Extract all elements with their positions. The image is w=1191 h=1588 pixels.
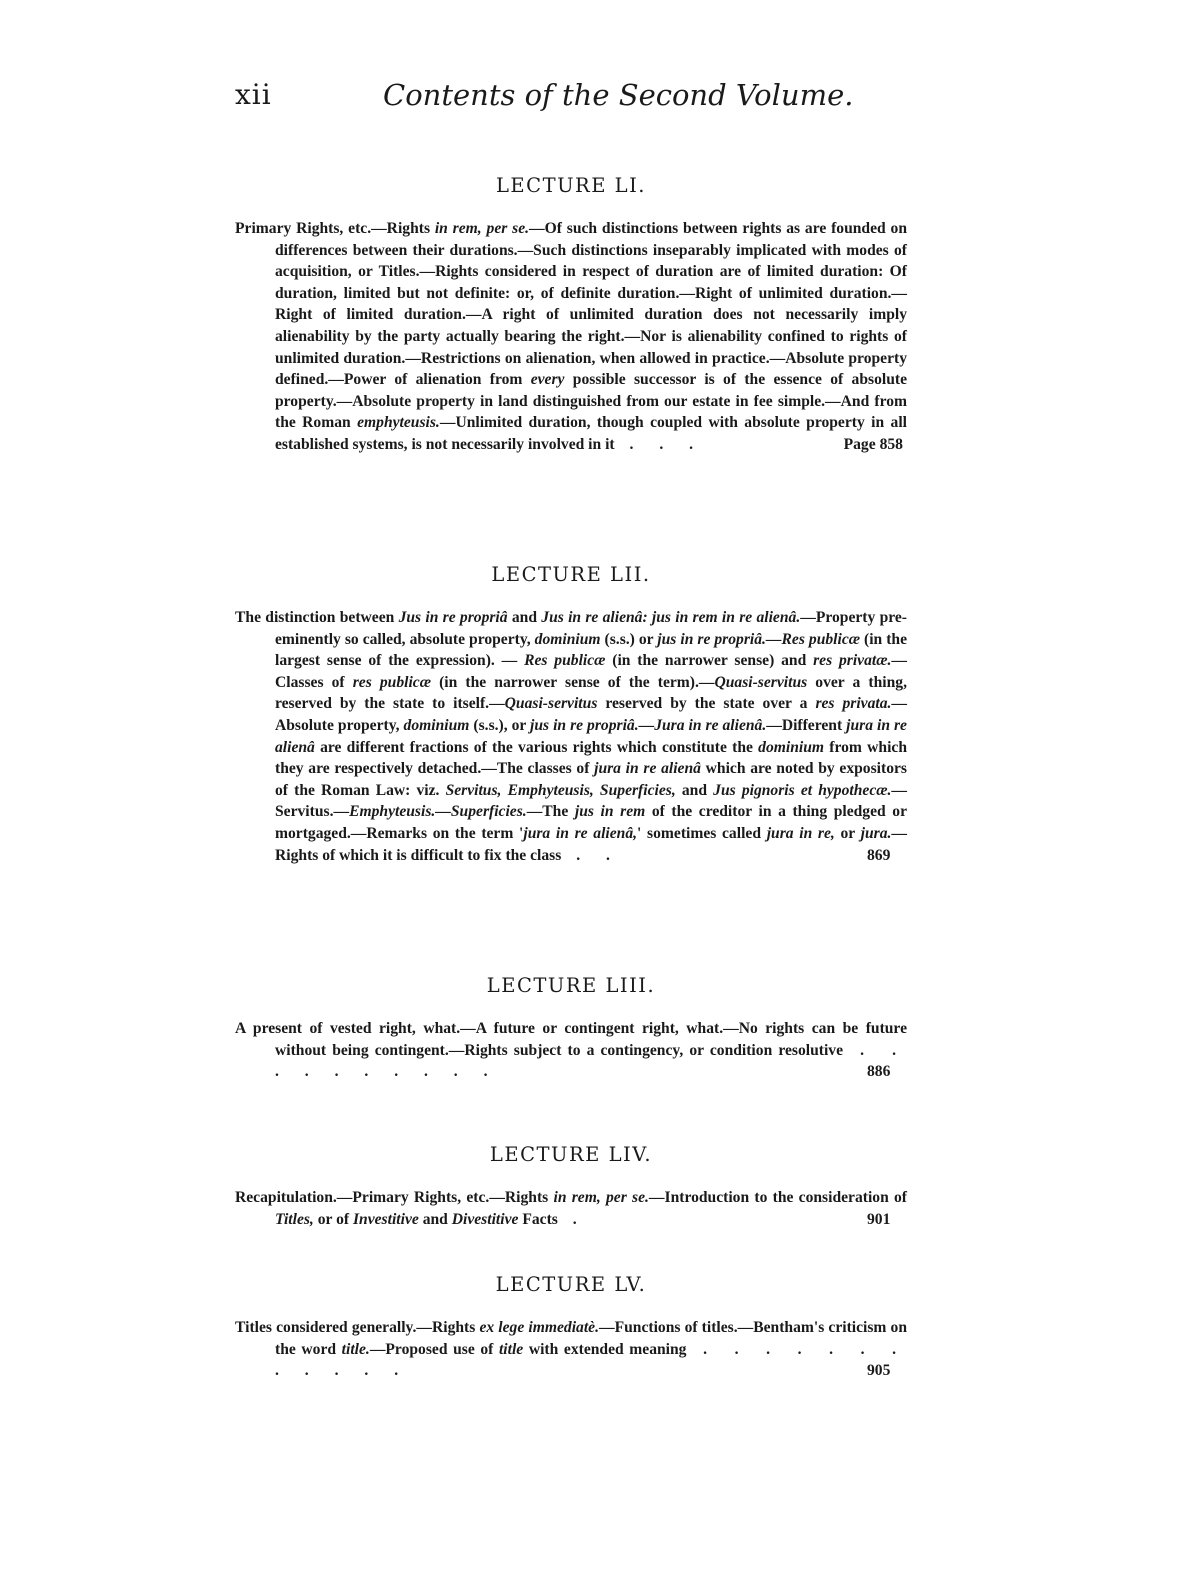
dot-leader: . . <box>561 846 621 864</box>
lecture-summary: Recapitulation.—Primary Rights, etc.—Rights in rem, per se.—Introduction to the consideration of Titles, or of Investitive and Divestitive Facts . 901 <box>235 1189 907 1228</box>
lecture-summary: A present of vested right, what.—A future or contingent right, what.—No rights can be future without being contingent.—Rights subject to a contingency, or condition resolutive . . . . . . . . . . 886 <box>235 1020 907 1081</box>
lecture-heading: LECTURE LII. <box>491 563 651 586</box>
lecture-52-entry <box>235 563 907 866</box>
lecture-51-entry <box>235 174 907 456</box>
dot-leader: . . . <box>614 435 705 453</box>
running-title: Contents of the Second Volume. <box>383 78 854 112</box>
lecture-heading: LECTURE LI. <box>495 174 646 197</box>
page-folio: xii <box>235 78 272 111</box>
lecture-summary: Primary Rights, etc.—Rights in rem, per se.—Of such distinctions between rights as are founded on differences between their durations.—Such distinctions inseparably implicated with modes of acquisition, or Titles.—Rights considered in respect of duration are of limited duration: Of duration, limited but not definite: or, of definite duration.—Right of unlimited duration.—Right of limited duration.—A right of unlimited duration does not necessarily imply alienability by the party actually bearing the right.—Nor is alienability confined to rights of unlimited duration.—Restrictions on alienation, when allowed in practice.—Absolute property defined.—Power of alienation from every possible successor is of the essence of absolute property.—Absolute property in land distinguished from our estate in fee simple.—And from the Roman emphyteusis.—Unlimited duration, though coupled with absolute property in all established systems, is not necessarily involved in it . . . Page 858 <box>235 218 907 456</box>
lecture-summary: Titles considered generally.—Rights ex lege immediatè.—Functions of titles.—Bentham's criticism on the word title.—Proposed use of title with extended meaning . . . . . . . . . . . . 905 <box>235 1319 908 1380</box>
dot-leader: . <box>557 1210 588 1228</box>
dot-leader: . . . . . . . . . . . . <box>275 1340 907 1380</box>
page-reference: Page 858 <box>843 435 903 453</box>
lecture-54-entry <box>235 1143 907 1230</box>
lecture-53-entry <box>235 974 907 1083</box>
lecture-55-entry <box>235 1273 907 1382</box>
running-header <box>235 78 915 118</box>
lecture-heading: LECTURE LIV. <box>489 1143 653 1166</box>
lecture-heading: LECTURE LV. <box>495 1273 647 1296</box>
lecture-summary: The distinction between Jus in re propriâ and Jus in re alienâ: jus in rem in re alienâ.—Property pre-eminently so called, absolute property, dominium (s.s.) or jus in re propriâ.—Res publicæ (in the largest sense of the expression). — Res publicæ (in the narrower sense) and res privatæ.—Classes of res publicæ (in the narrower sense of the term).—Quasi-servitus over a thing, reserved by the state to itself.—Quasi-servitus reserved by the state over a res privata.—Absolute property, dominium (s.s.), or jus in re propriâ.—Jura in re alienâ.—Different jura in re alienâ are different fractions of the various rights which constitute the dominium from which they are respectively detached.—The classes of jura in re alienâ which are noted by expositors of the Roman Law: viz. Servitus, Emphyteusis, Superficies, and Jus pignoris et hypothecæ.—Servitus.—Emphyteusis.—Superficies.—The jus in rem of the creditor in a thing pledged or mortgaged.—Remarks on the term 'jura in re alienâ,' sometimes called jura in re, or jura.— Rights of which it is difficult to fix the class . . 869 <box>235 609 908 864</box>
lecture-heading: LECTURE LIII. <box>486 974 656 997</box>
dot-leader: . . . . . . . . . . <box>275 1041 907 1081</box>
